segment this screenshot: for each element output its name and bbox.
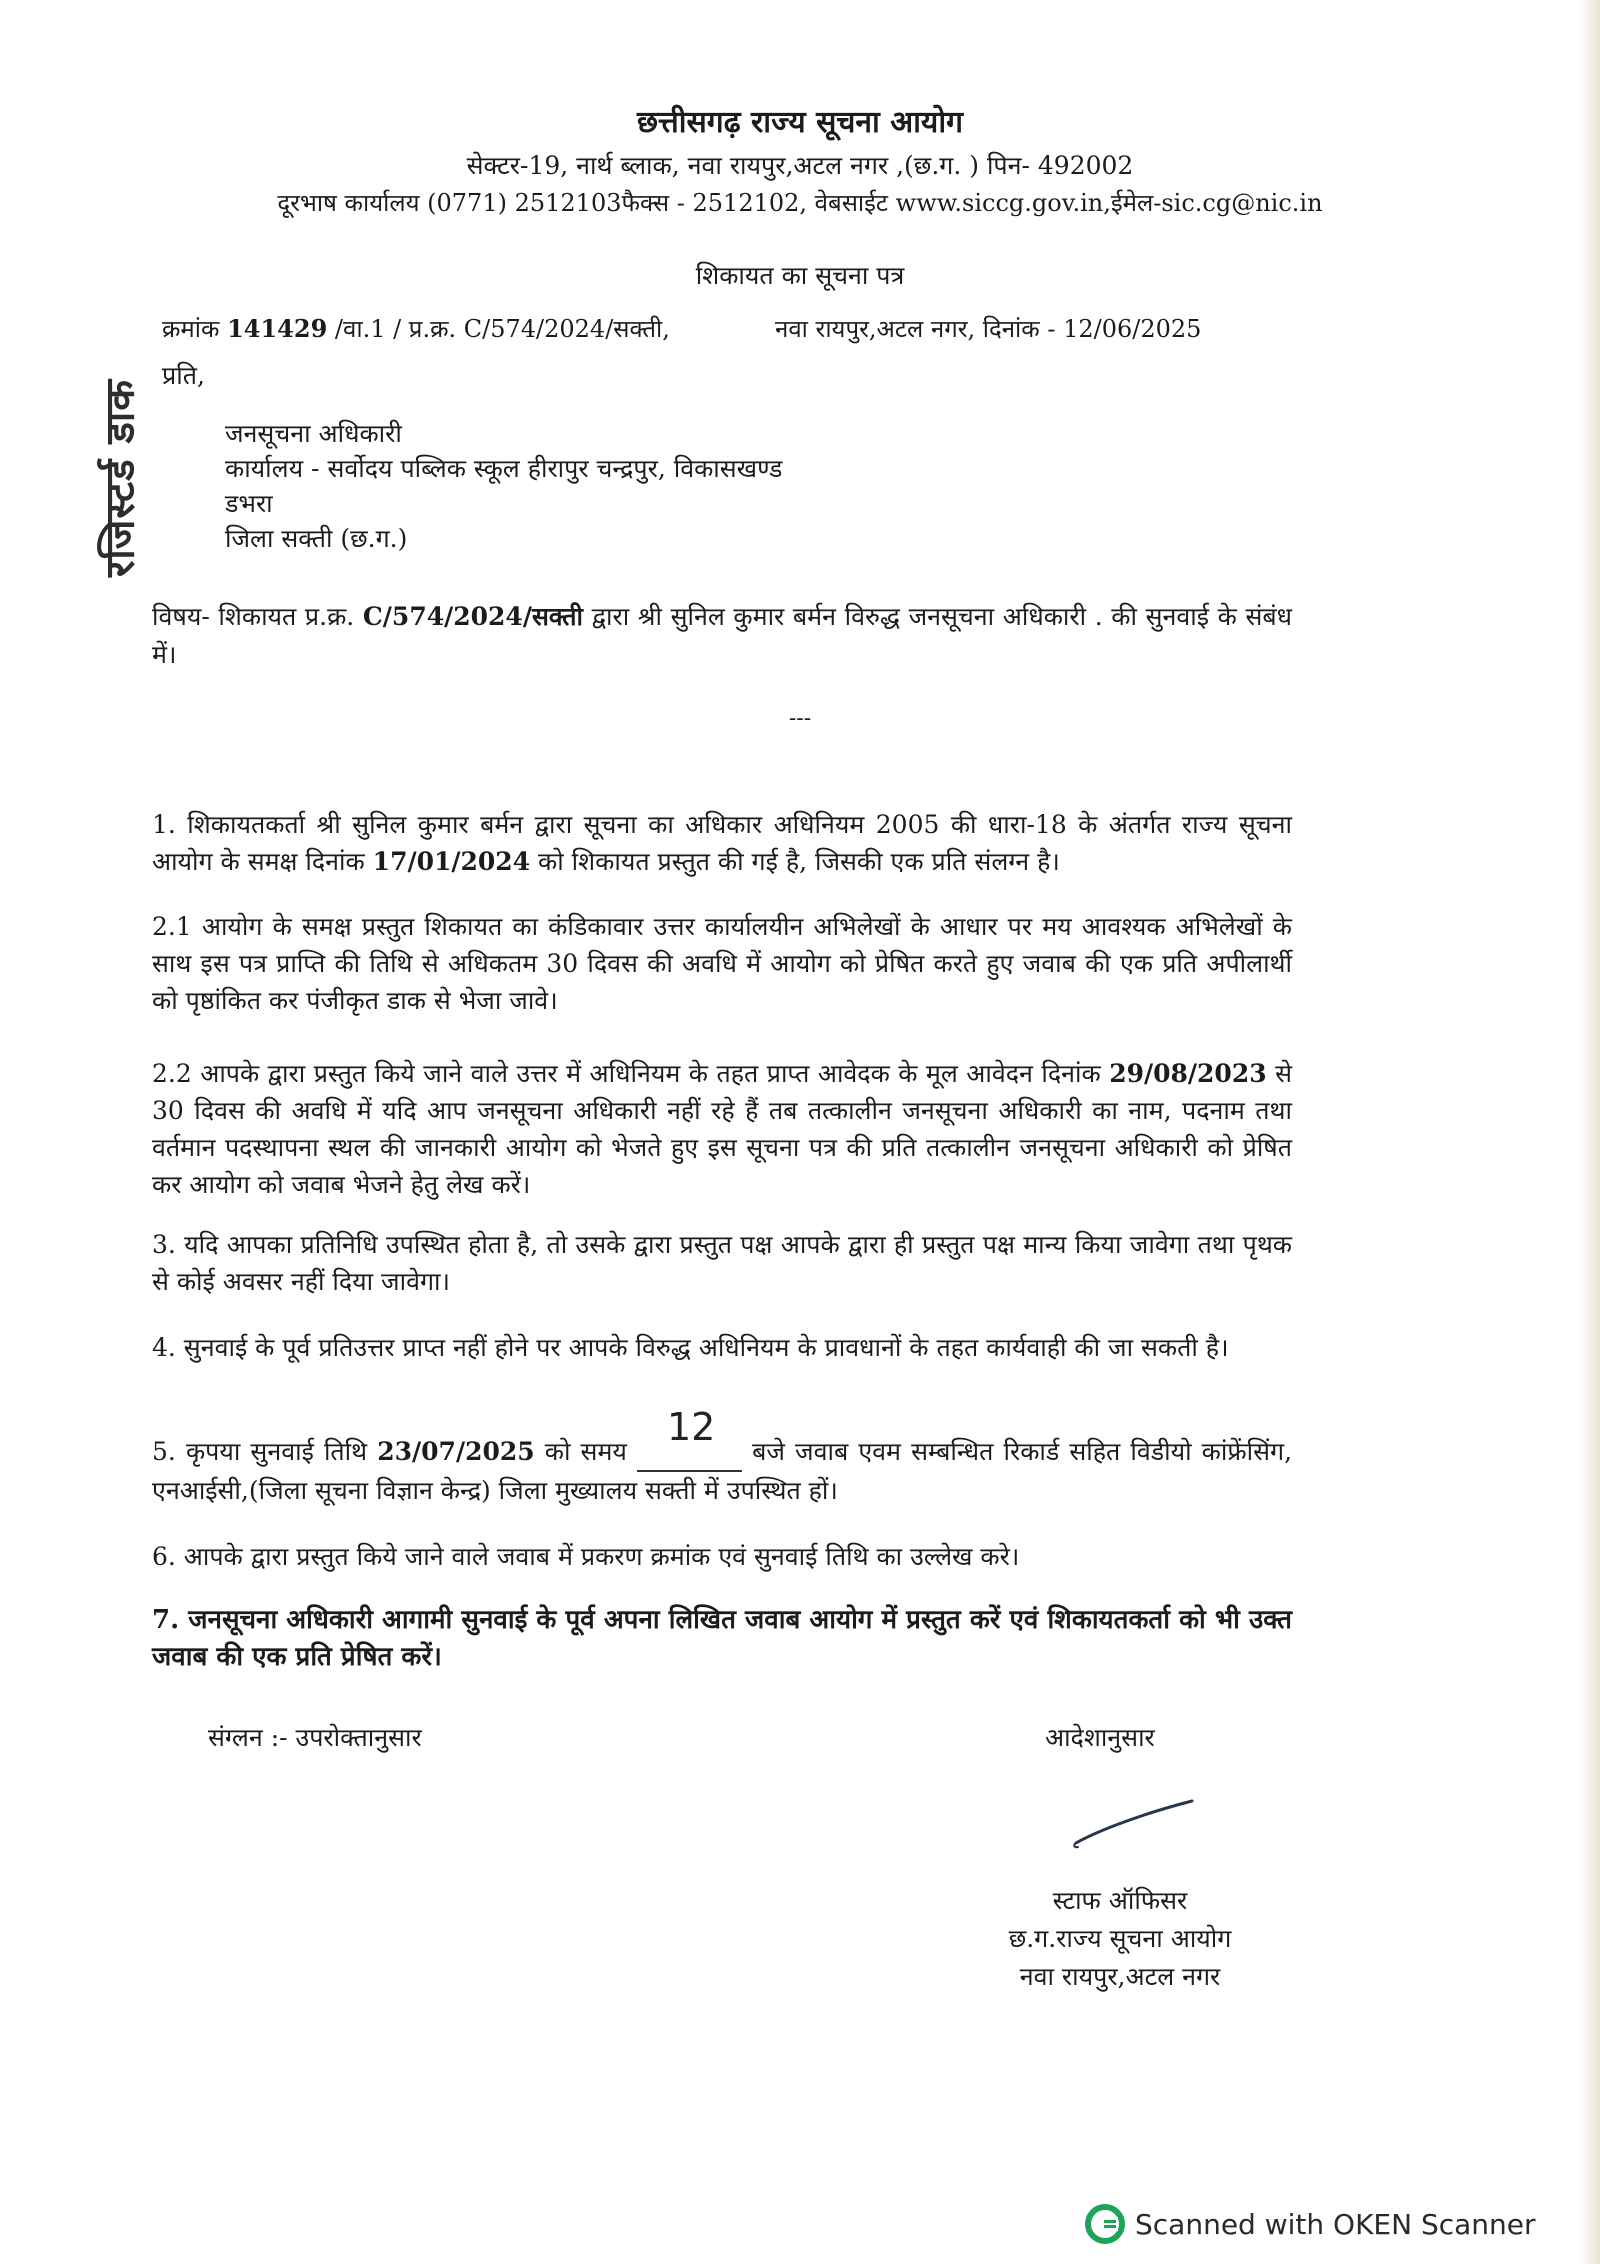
scanner-text: Scanned with OKEN Scanner xyxy=(1135,2207,1536,2241)
addressee-block xyxy=(225,416,782,556)
officer-designation: स्टाफ ऑफिसर xyxy=(1052,1886,1188,1915)
p1-text-b: को शिकायत प्रस्तुत की गई है, जिसकी एक प्रति संलग्न है। xyxy=(538,847,1060,876)
org-contact: दूरभाष कार्यालय (0771) 2512103फैक्स - 2512102, वेबसाईट www.siccg.gov.in,ईमेल-sic.cg@nic.in xyxy=(277,189,1323,217)
enclosure-note: संग्लन :- उपरोक्तानुसार xyxy=(208,1723,422,1752)
p5-text-c: बजे जवाब एवम सम्बन्धित रिकार्ड सहित विडीयो कांफ्रेंसिंग, एनआईसी,(जिला सूचना विज्ञान केन्द्र) जिला मुख्यालय सक्ती में उपस्थित हों। xyxy=(152,1437,1293,1505)
document-title: शिकायत का सूचना पत्र xyxy=(695,261,905,290)
ref-prefix: क्रमांक xyxy=(162,315,220,343)
p5-text-a: 5. कृपया सुनवाई तिथि xyxy=(152,1437,368,1466)
subject-prefix: विषय- शिकायत प्र.क्र. xyxy=(152,602,355,631)
scanner-watermark xyxy=(1085,2204,1536,2244)
p1-date: 17/01/2024 xyxy=(372,847,531,876)
subject-case: C/574/2024/सक्ती xyxy=(362,602,583,631)
paragraph-5 xyxy=(152,1405,1293,1509)
oken-logo-icon xyxy=(1085,2204,1125,2244)
salutation: प्रति, xyxy=(162,361,205,390)
officer-location: नवा रायपुर,अटल नगर xyxy=(1019,1962,1221,1991)
order-by: आदेशानुसार xyxy=(1045,1723,1155,1752)
addressee-line-1: जनसूचना अधिकारी xyxy=(225,419,402,448)
ref-rest: /वा.1 / प्र.क्र. C/574/2024/सक्ती, xyxy=(334,315,670,343)
paragraph-1 xyxy=(152,806,1292,880)
addressee-line-4: जिला सक्ती (छ.ग.) xyxy=(225,524,408,553)
time-blank xyxy=(637,1405,742,1472)
addressee-line-2: कार्यालय - सर्वोदय पब्लिक स्कूल हीरापुर चन्द्रपुर, विकासखण्ड xyxy=(225,454,783,483)
p22-text-a: 2.2 आपके द्वारा प्रस्तुत किये जाने वाले उत्तर में अधिनियम के तहत प्राप्त आवेदक के मूल आवेदन दिनांक xyxy=(152,1059,1101,1088)
divider: --- xyxy=(788,706,812,731)
paragraph-2-1: 2.1 आयोग के समक्ष प्रस्तुत शिकायत का कंडिकावार उत्तर कार्यालयीन अभिलेखों के आधार पर मय आवश्यक अभिलेखों के साथ इस पत्र प्राप्ति की तिथि से अधिकतम 30 दिवस की अवधि में आयोग को प्रेषित करते हुए जवाब की एक प्रति अपीलार्थी को पृष्ठांकित कर पंजीकृत डाक से भेजा जावे। xyxy=(152,912,1292,1015)
p5-date: 23/07/2025 xyxy=(377,1437,535,1466)
officer-block xyxy=(980,1882,1260,1996)
addressee-line-3: डभरा xyxy=(225,489,273,518)
org-title: छत्तीसगढ़ राज्य सूचना आयोग xyxy=(637,105,963,140)
registered-post-stamp xyxy=(88,348,148,608)
officer-org: छ.ग.राज्य सूचना आयोग xyxy=(1008,1924,1232,1953)
subject-line xyxy=(152,598,1292,674)
paragraph-7: 7. जनसूचना अधिकारी आगामी सुनवाई के पूर्व अपना लिखित जवाब आयोग में प्रस्तुत करें एवं शिकायतकर्ता को भी उक्त जवाब की एक प्रति प्रेषित करें। xyxy=(152,1605,1292,1672)
org-address: सेक्टर-19, नार्थ ब्लाक, नवा रायपुर,अटल नगर ,(छ.ग. ) पिन- 492002 xyxy=(466,151,1134,180)
paragraph-2-2 xyxy=(152,1055,1292,1203)
p1-text-a: 1. शिकायतकर्ता श्री सुनिल कुमार बर्मन द्वारा सूचना का अधिकार अधिनियम 2005 की धारा-18 के अंतर्गत राज्य सूचना आयोग के समक्ष दिनांक xyxy=(152,810,1292,876)
paragraph-6: 6. आपके द्वारा प्रस्तुत किये जाने वाले जवाब में प्रकरण क्रमांक एवं सुनवाई तिथि का उल्लेख करे। xyxy=(152,1542,1020,1571)
subject-rest: द्वारा श्री सुनिल कुमार बर्मन विरुद्ध जनसूचना अधिकारी . की सुनवाई के संबंध में। xyxy=(152,602,1293,669)
stamp-text: रजिस्टर्ड डाक xyxy=(97,379,144,577)
paragraph-4: 4. सुनवाई के पूर्व प्रतिउत्तर प्राप्त नहीं होने पर आपके विरुद्ध अधिनियम के प्रावधानों के तहत कार्यवाही की जा सकती है। xyxy=(152,1333,1229,1362)
p22-text-b: से 30 दिवस की अवधि में यदि आप जनसूचना अधिकारी नहीं रहे हैं तब तत्कालीन जनसूचना अधिकारी का नाम, पदनाम तथा वर्तमान पदस्थापना स्थल की जानकारी आयोग को भेजते हुए इस सूचना पत्र की प्रति तत्कालीन जनसूचना अधिकारी को प्रेषित कर आयोग को जवाब भेजने हेतु लेख करें। xyxy=(152,1059,1292,1199)
date-line: नवा रायपुर,अटल नगर, दिनांक - 12/06/2025 xyxy=(775,315,1202,343)
ref-number: 141429 xyxy=(227,314,328,343)
reference-line xyxy=(162,312,670,345)
handwritten-time: 12 xyxy=(667,1405,716,1449)
paragraph-3: 3. यदि आपका प्रतिनिधि उपस्थित होता है, तो उसके द्वारा प्रस्तुत पक्ष आपके द्वारा ही प्रस्तुत पक्ष मान्य किया जावेगा तथा पृथक से कोई अवसर नहीं दिया जावेगा। xyxy=(152,1230,1292,1296)
page-edge-shadow xyxy=(1578,0,1600,2264)
signature-mark xyxy=(1070,1795,1200,1855)
p5-text-b: को समय xyxy=(544,1437,627,1466)
p22-date: 29/08/2023 xyxy=(1109,1059,1267,1088)
